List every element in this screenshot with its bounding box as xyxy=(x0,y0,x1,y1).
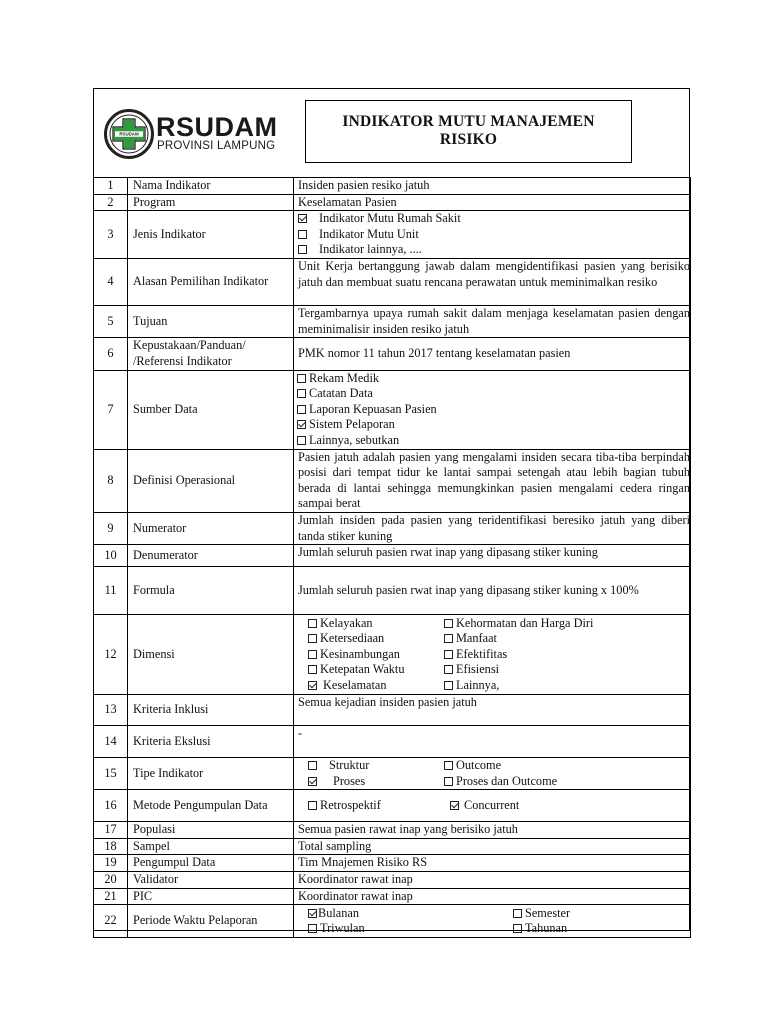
option-label: Ketersediaan xyxy=(320,631,385,646)
row-value: Keselamatan Pasien xyxy=(294,194,691,211)
checkbox-icon xyxy=(444,681,453,690)
option-label: Ketepatan Waktu xyxy=(320,662,405,677)
checkbox-option[interactable] xyxy=(297,433,690,449)
checkbox-option[interactable] xyxy=(297,371,690,387)
checkbox-icon xyxy=(308,924,317,933)
option-label: Bulanan xyxy=(318,905,359,920)
row-label: Kriteria Inklusi xyxy=(128,695,294,726)
table-row xyxy=(94,545,691,567)
checkbox-option[interactable] xyxy=(298,211,690,227)
row-label: Definisi Operasional xyxy=(128,449,294,512)
checkbox-option[interactable] xyxy=(444,662,690,678)
row-label: Alasan Pemilihan Indikator xyxy=(128,259,294,306)
checkbox-option[interactable] xyxy=(308,921,513,937)
checkbox-icon xyxy=(444,761,453,770)
title-line-1: INDIKATOR MUTU MANAJEMEN xyxy=(342,113,595,130)
option-label: Efisiensi xyxy=(456,662,500,677)
checkbox-icon xyxy=(444,650,453,659)
table-row xyxy=(94,695,691,726)
option-label: Triwulan xyxy=(320,921,365,936)
option-label: Indikator Mutu Unit xyxy=(319,226,419,241)
checkbox-option[interactable] xyxy=(513,921,690,937)
checkbox-icon xyxy=(308,777,317,786)
row-label: Periode Waktu Pelaporan xyxy=(128,905,294,938)
option-label: Struktur xyxy=(329,758,370,773)
checkbox-option[interactable] xyxy=(444,631,690,647)
table-row xyxy=(94,905,691,938)
option-label: Kelayakan xyxy=(320,615,373,630)
option-label: Sistem Pelaporan xyxy=(309,417,395,432)
checkbox-icon xyxy=(308,909,317,918)
option-label: Lainnya, sebutkan xyxy=(309,432,400,447)
logo-name: RSUDAM xyxy=(156,112,278,142)
row-number: 10 xyxy=(94,545,128,567)
sumber-data-options xyxy=(294,370,691,449)
hospital-logo xyxy=(104,109,289,159)
option-label: Retrospektif xyxy=(320,797,381,812)
row-value: Jumlah seluruh pasien rwat inap yang dipasang stiker kuning xyxy=(294,545,691,567)
checkbox-option[interactable] xyxy=(513,906,690,922)
checkbox-option[interactable] xyxy=(297,417,690,433)
checkbox-option[interactable] xyxy=(308,616,444,632)
table-row xyxy=(94,370,691,449)
logo-subtitle: PROVINSI LAMPUNG xyxy=(157,140,276,152)
row-label: Metode Pengumpulan Data xyxy=(128,790,294,822)
option-label: Keselamatan xyxy=(323,677,387,692)
row-value: Semua kejadian insiden pasien jatuh xyxy=(294,695,691,726)
checkbox-option[interactable] xyxy=(444,774,690,790)
row-number: 11 xyxy=(94,567,128,615)
checkbox-icon xyxy=(513,909,522,918)
option-label: Rekam Medik xyxy=(309,370,380,385)
row-number: 4 xyxy=(94,259,128,306)
row-value: Tim Mnajemen Risiko RS xyxy=(294,855,691,872)
row-label: Jenis Indikator xyxy=(128,211,294,259)
row-label: Tipe Indikator xyxy=(128,758,294,790)
checkbox-option[interactable] xyxy=(308,798,450,814)
checkbox-icon xyxy=(444,665,453,674)
row-label: Sumber Data xyxy=(128,370,294,449)
checkbox-option[interactable] xyxy=(308,774,444,790)
checkbox-icon xyxy=(450,801,459,810)
checkbox-option[interactable] xyxy=(308,662,444,678)
table-row xyxy=(94,838,691,855)
checkbox-icon xyxy=(308,761,317,770)
row-label: Populasi xyxy=(128,822,294,839)
row-value: Jumlah insiden pada pasien yang teridentifikasi beresiko jatuh yang diberi tanda stiker kuning xyxy=(294,512,691,544)
checkbox-icon xyxy=(297,405,306,414)
option-label: Lainnya, xyxy=(456,677,500,692)
row-number: 9 xyxy=(94,512,128,544)
checkbox-icon xyxy=(297,436,306,445)
row-label: Pengumpul Data xyxy=(128,855,294,872)
row-value: Pasien jatuh adalah pasien yang mengalami insiden secara tiba-tiba berpindah posisi dari tempat tidur ke lantai sampai setengah atau lebih bagian tubuh berada di lantai sehingga memungkinkan pasien mengalami cedera ringan sampai berat xyxy=(294,449,691,512)
option-label: Laporan Kepuasan Pasien xyxy=(309,401,437,416)
checkbox-option[interactable] xyxy=(297,386,690,402)
row-value: Tergambarnya upaya rumah sakit dalam menjaga keselamatan pasien dengan meminimalisir insiden resiko jatuh xyxy=(294,306,691,338)
table-row xyxy=(94,872,691,889)
option-label: Indikator lainnya, .... xyxy=(319,242,422,257)
row-number: 2 xyxy=(94,194,128,211)
option-label: Proses dan Outcome xyxy=(456,773,558,788)
checkbox-option[interactable] xyxy=(444,678,690,694)
table-row xyxy=(94,338,691,370)
checkbox-option[interactable] xyxy=(444,647,690,663)
tipe-indikator-options xyxy=(294,758,691,790)
row-number: 16 xyxy=(94,790,128,822)
row-number: 19 xyxy=(94,855,128,872)
checkbox-icon xyxy=(298,245,307,254)
row-label: PIC xyxy=(128,888,294,905)
checkbox-option[interactable] xyxy=(308,631,444,647)
table-row xyxy=(94,178,691,195)
checkbox-icon xyxy=(297,420,306,429)
table-row xyxy=(94,822,691,839)
option-label: Outcome xyxy=(456,758,502,773)
row-number: 8 xyxy=(94,449,128,512)
checkbox-icon xyxy=(308,619,317,628)
checkbox-icon xyxy=(444,619,453,628)
table-row xyxy=(94,211,691,259)
row-number: 7 xyxy=(94,370,128,449)
row-value: Insiden pasien resiko jatuh xyxy=(294,178,691,195)
row-number: 12 xyxy=(94,615,128,695)
checkbox-icon xyxy=(308,801,317,810)
checkbox-option[interactable] xyxy=(297,402,690,418)
table-row xyxy=(94,567,691,615)
table-row xyxy=(94,512,691,544)
table-row xyxy=(94,888,691,905)
row-number: 13 xyxy=(94,695,128,726)
checkbox-option[interactable] xyxy=(308,906,513,922)
option-label: Proses xyxy=(333,773,366,788)
checkbox-icon xyxy=(308,650,317,659)
checkbox-icon xyxy=(513,924,522,933)
checkbox-option[interactable] xyxy=(298,242,690,258)
title-line-2: RISIKO xyxy=(439,131,498,148)
metode-options xyxy=(294,790,691,822)
row-number: 18 xyxy=(94,838,128,855)
checkbox-icon xyxy=(297,389,306,398)
row-value: Unit Kerja bertanggung jawab dalam mengidentifikasi pasien yang berisiko jatuh dan membuat suatu rencana perawatan untuk meminimalkan resiko xyxy=(294,259,691,306)
row-label: Validator xyxy=(128,872,294,889)
svg-text:RSUDAM: RSUDAM xyxy=(119,131,139,137)
row-number: 14 xyxy=(94,726,128,758)
row-value: Koordinator rawat inap xyxy=(294,872,691,889)
row-label: Denumerator xyxy=(128,545,294,567)
table-row xyxy=(94,194,691,211)
periode-options xyxy=(294,905,691,938)
option-label: Kehormatan dan Harga Diri xyxy=(456,615,594,630)
row-label: Dimensi xyxy=(128,615,294,695)
checkbox-option[interactable] xyxy=(444,758,690,774)
row-value: - xyxy=(294,726,691,758)
checkbox-option[interactable] xyxy=(308,678,444,694)
row-value: PMK nomor 11 tahun 2017 tentang keselamatan pasien xyxy=(294,338,691,370)
row-number: 15 xyxy=(94,758,128,790)
row-label: Formula xyxy=(128,567,294,615)
document-header xyxy=(94,89,689,177)
row-label: Kepustakaan/Panduan/ /Referensi Indikator xyxy=(128,338,294,370)
row-number: 22 xyxy=(94,905,128,938)
checkbox-icon xyxy=(308,681,317,690)
table-row xyxy=(94,855,691,872)
option-label: Tahunan xyxy=(525,921,568,936)
table-row xyxy=(94,758,691,790)
option-label: Catatan Data xyxy=(309,386,373,401)
indicator-document xyxy=(93,88,690,936)
checkbox-option[interactable] xyxy=(444,616,690,632)
checkbox-icon xyxy=(444,777,453,786)
row-value: Koordinator rawat inap xyxy=(294,888,691,905)
document-title xyxy=(305,100,632,163)
checkbox-icon xyxy=(308,665,317,674)
table-row xyxy=(94,259,691,306)
row-value: Jumlah seluruh pasien rwat inap yang dipasang stiker kuning x 100% xyxy=(294,567,691,615)
checkbox-icon xyxy=(298,230,307,239)
row-label: Program xyxy=(128,194,294,211)
table-row xyxy=(94,449,691,512)
table-row xyxy=(94,615,691,695)
row-number: 1 xyxy=(94,178,128,195)
checkbox-option[interactable] xyxy=(450,798,690,814)
row-number: 6 xyxy=(94,338,128,370)
checkbox-option[interactable] xyxy=(298,227,690,243)
row-label: Numerator xyxy=(128,512,294,544)
option-label: Indikator Mutu Rumah Sakit xyxy=(319,211,461,226)
row-label: Sampel xyxy=(128,838,294,855)
checkbox-icon xyxy=(297,374,306,383)
row-label: Nama Indikator xyxy=(128,178,294,195)
row-value: Semua pasien rawat inap yang berisiko jatuh xyxy=(294,822,691,839)
row-value: Total sampling xyxy=(294,838,691,855)
row-label: Kriteria Ekslusi xyxy=(128,726,294,758)
row-number: 20 xyxy=(94,872,128,889)
table-row xyxy=(94,790,691,822)
row-number: 17 xyxy=(94,822,128,839)
option-label: Kesinambungan xyxy=(320,646,400,661)
indicator-table xyxy=(93,177,691,938)
row-label: Tujuan xyxy=(128,306,294,338)
row-number: 3 xyxy=(94,211,128,259)
checkbox-icon xyxy=(308,634,317,643)
option-label: Manfaat xyxy=(456,631,497,646)
row-number: 5 xyxy=(94,306,128,338)
checkbox-icon xyxy=(298,214,307,223)
option-label: Semester xyxy=(525,905,571,920)
table-row xyxy=(94,726,691,758)
table-row xyxy=(94,306,691,338)
option-label: Concurrent xyxy=(464,797,520,812)
hospital-emblem-icon xyxy=(104,109,154,159)
checkbox-option[interactable] xyxy=(308,758,444,774)
checkbox-icon xyxy=(444,634,453,643)
dimensi-options xyxy=(294,615,691,695)
jenis-indikator-options xyxy=(294,211,691,259)
checkbox-option[interactable] xyxy=(308,647,444,663)
option-label: Efektifitas xyxy=(456,646,508,661)
row-number: 21 xyxy=(94,888,128,905)
